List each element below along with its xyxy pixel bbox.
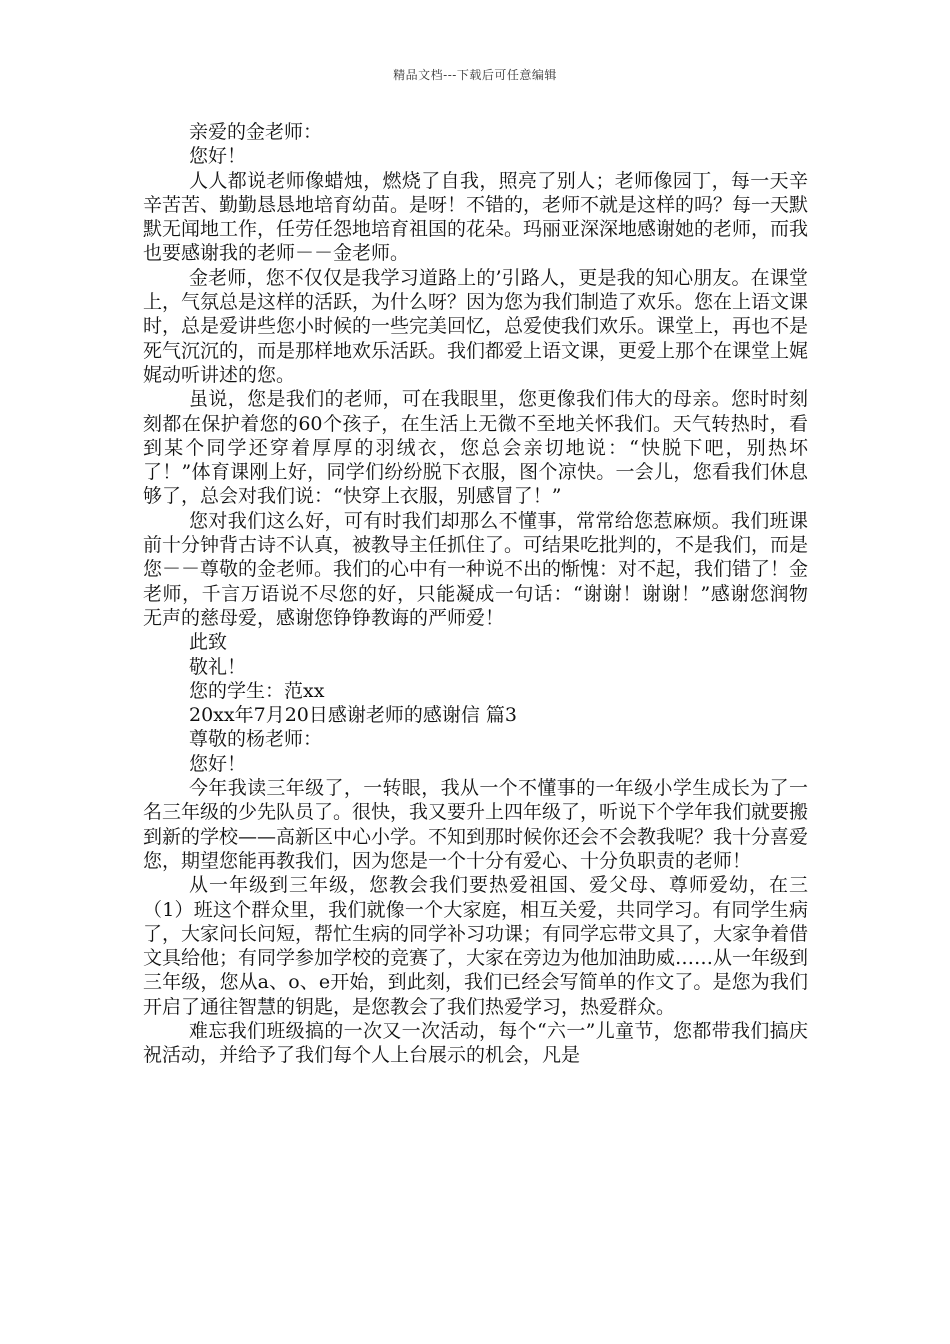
- greeting: 您好！: [189, 145, 247, 168]
- body-paragraph: 您对我们这么好，可有时我们却那么不懂事，常常给您惹麻烦。我们班课前十分钟背古诗不认真，被教导主任抓住了。可结果吃批判的，不是我们，而是您－－尊敬的金老师。我们的心中有一种说不出的惭愧：对不起，我们错了！金老师，千言万语说不尽您的好，只能凝成一句话：“谢谢！谢谢！”感谢您润物无声的慈母爱，感谢您铮铮教诲的严师爱！: [143, 509, 809, 629]
- greeting: 您好！: [189, 752, 247, 775]
- section-heading: 20xx年7月20日感谢老师的感谢信 篇3: [189, 704, 518, 727]
- salutation: 尊敬的杨老师：: [189, 728, 323, 751]
- closing-line: 此致: [189, 631, 228, 654]
- closing-salute: 敬礼！: [189, 655, 247, 678]
- document-body: [143, 120, 808, 1068]
- body-paragraph: 虽说，您是我们的老师，可在我眼里，您更像我们伟大的母亲。您时时刻刻都在保护着您的60个孩子，在生活上无微不至地关怀我们。天气转热时，看到某个同学还穿着厚厚的羽绒衣，您总会亲切地说：“快脱下吧，别热坏了！”体育课刚上好，同学们纷纷脱下衣服，图个凉快。一会儿，您看我们休息够了，总会对我们说：“快穿上衣服，别感冒了！”: [143, 388, 808, 508]
- body-paragraph: 人人都说老师像蜡烛，燃烧了自我，照亮了别人；老师像园丁，每一天辛辛苦苦、勤勤恳恳地培育幼苗。是呀！不错的，老师不就是这样的吗？每一天默默无闻地工作，任劳任怨地培育祖国的花朵。玛丽亚深深地感谢她的老师，而我也要感谢我的老师－－金老师。: [143, 169, 809, 265]
- page-header: 精品文档---下载后可任意编辑: [393, 68, 557, 82]
- body-paragraph: 金老师，您不仅仅是我学习道路上的’引路人，更是我的知心朋友。在课堂上，气氛总是这样的活跃，为什么呀？因为您为我们制造了欢乐。您在上语文课时，总是爱讲些您小时候的一些完美回忆，总爱使我们欢乐。课堂上，再也不是死气沉沉的，而是那样地欢乐活跃。我们都爱上语文课，更爱上那个在课堂上娓娓动听讲述的您。: [143, 266, 809, 386]
- body-paragraph: 今年我读三年级了，一转眼，我从一个不懂事的一年级小学生成长为了一名三年级的少先队员了。很快，我又要升上四年级了，听说下个学年我们就要搬到新的学校——高新区中心小学。不知到那时候你还会不会教我呢？我十分喜爱您，期望您能再教我们，因为您是一个十分有爱心、十分负职责的老师！: [143, 777, 809, 872]
- body-paragraph: 难忘我们班级搞的一次又一次活动，每个“六一”儿童节，您都带我们搞庆祝活动，并给予了我们每个人上台展示的机会，凡是: [143, 1019, 808, 1067]
- body-paragraph: 从一年级到三年级，您教会我们要热爱祖国、爱父母、尊师爱幼，在三（1）班这个群众里，我们就像一个大家庭，相互关爱，共同学习。有同学生病了，大家问长问短，帮忙生病的同学补习功课；有同学忘带文具了，大家争着借文具给他；有同学参加学校的竞赛了，大家在旁边为他加油助威……从一年级到三年级，您从a、o、e开始，到此刻，我们已经会写简单的作文了。是您为我们开启了通往智慧的钥匙，是您教会了我们热爱学习，热爱群众。: [143, 874, 809, 1018]
- salutation: 亲爱的金老师：: [189, 121, 323, 143]
- signature: 您的学生：范xx: [189, 679, 325, 702]
